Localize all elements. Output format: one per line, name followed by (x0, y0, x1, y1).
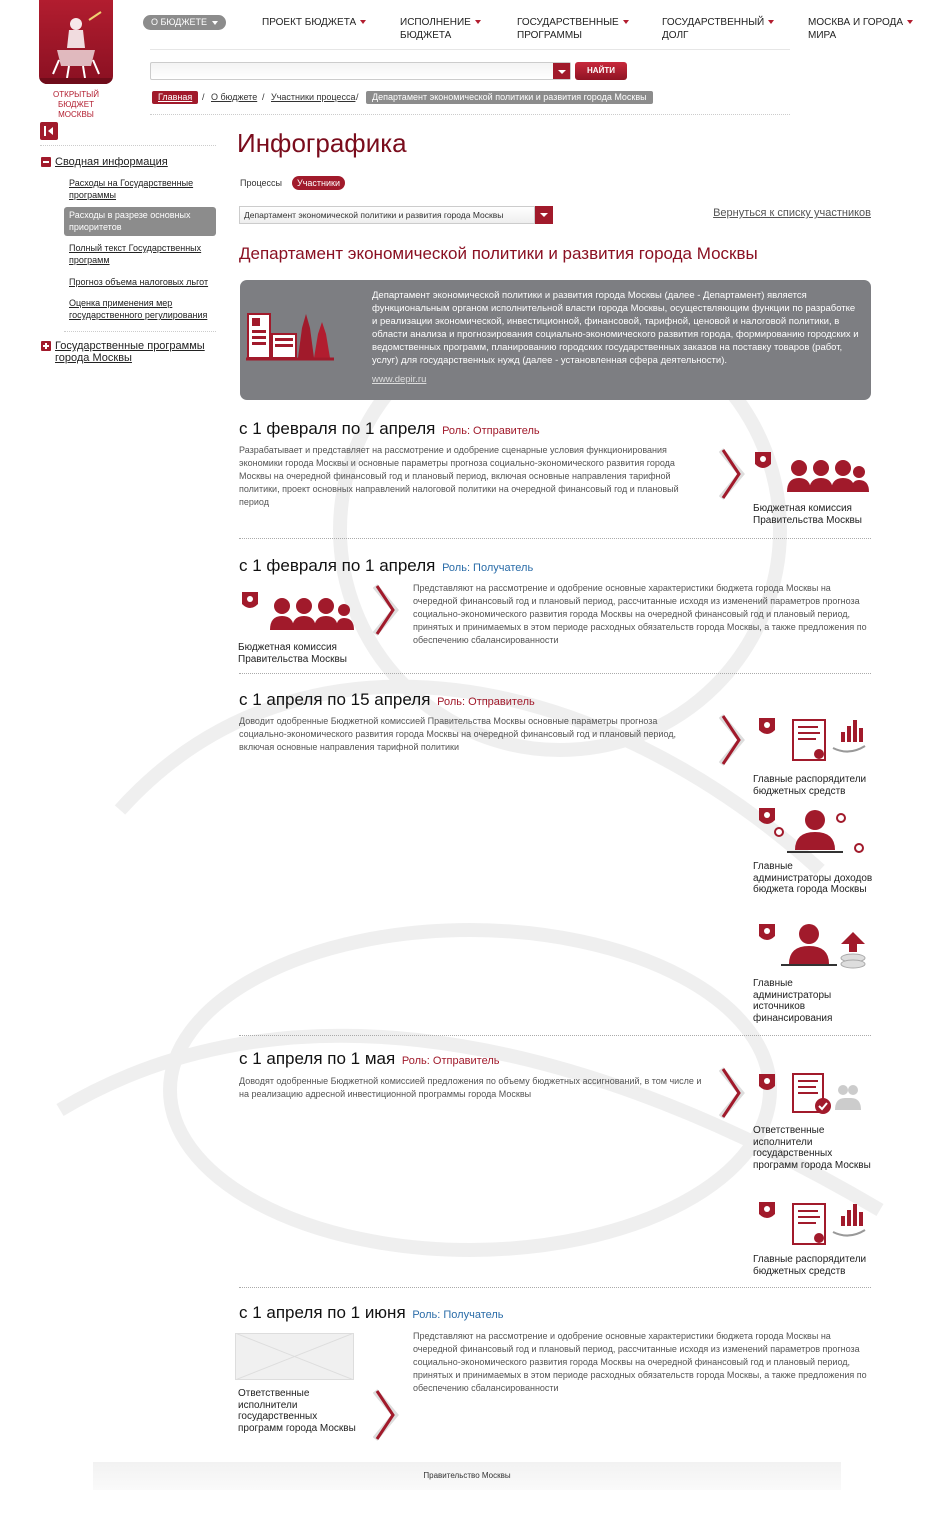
image-placeholder-icon (235, 1333, 354, 1380)
period-title: с 1 апреля по 1 мая Роль: Отправитель (239, 1049, 500, 1068)
about-budget-button[interactable]: О БЮДЖЕТЕ (143, 15, 226, 30)
department-title: Департамент экономической политики и развития города Москвы (239, 244, 758, 263)
section-divider (239, 1287, 871, 1288)
section-divider (239, 673, 871, 674)
search-input[interactable] (150, 62, 571, 80)
sidebar-section-state-programs[interactable]: Государственные программы города Москвы (55, 340, 205, 364)
footer-text[interactable]: Правительство Москвы (423, 1471, 511, 1480)
sidebar-item-tax-benefits[interactable]: Прогноз объема налоговых льгот (69, 277, 209, 287)
period-title: с 1 февраля по 1 апреля Роль: Получатель (239, 556, 534, 575)
department-select[interactable]: Департамент экономической политики и развития города Москвы (239, 206, 535, 224)
chevron-down-icon (360, 20, 366, 24)
back-to-participants-link[interactable]: Вернуться к списку участников (713, 207, 871, 219)
breadcrumb-separator: / (356, 92, 359, 102)
nav-item-state-debt[interactable]: ГОСУДАРСТВЕННЫЙ ДОЛГ (662, 16, 774, 42)
period-description: Доводит одобренные Бюджетной комиссией Правительства Москвы основные параметры прогноза социально-экономического развития города Москвы на очередной финансовый год и плановый период, включая основные направления тарифной политики (239, 716, 677, 752)
period-description: Доводят одобренные Бюджетной комиссией предложения по объему бюджетных ассигнований, в том числе и на реализацию адресной инвестиционной программы города Москвы (239, 1076, 702, 1099)
chevron-down-icon (907, 20, 913, 24)
actor-label: Ответственные исполнители государственных программ города Москвы (238, 1388, 356, 1434)
breadcrumb-about[interactable]: О бюджете (211, 92, 258, 102)
nav-divider (150, 49, 790, 50)
chevron-down-icon (212, 21, 218, 25)
role-label: Роль: Отправитель (401, 1055, 500, 1067)
expand-plus-icon[interactable] (41, 341, 51, 351)
period-description: Разрабатывает и представляет на рассмотрение и одобрение сценарные условия функционирования экономики города Москвы и основные параметры прогноза социально-экономического развития города Москвы на очередной финансовый год и плановый период, включая основные направления тарифной политики, проект основных направлений налоговой политики на очередной финансовый год и плановый период (239, 445, 679, 507)
logo-text: ОТКРЫТЫЙ БЮДЖЕТ МОСКВЫ (53, 90, 99, 119)
collapse-minus-icon[interactable] (41, 157, 51, 167)
role-label: Роль: Получатель (412, 1309, 504, 1321)
department-description: Департамент экономической политики и развития города Москвы (далее - Департамент) является функциональным органом исполнительной власти города Москвы, осуществляющим функции по разработке и реализации экономической, инвестиционной, финансовой, тарифной, ценовой и налоговой политики, в области анализа и прогнозирования социально-экономического развития города, формированию городских и ведомственных программ, планированию городских государственных заказов на поставку товаров (работ, услуг) для государственных нужд (далее - установленная сфера деятельности). (372, 290, 859, 366)
chevron-down-icon (475, 20, 481, 24)
chevron-right-icon (373, 1389, 399, 1441)
breadcrumb-divider (150, 114, 790, 115)
nav-item-budget-project[interactable]: ПРОЕКТ БЮДЖЕТА (262, 16, 366, 29)
period-title: с 1 февраля по 1 апреля Роль: Отправитель (239, 419, 540, 438)
city-buildings-icon (246, 306, 336, 366)
sidebar-item-priority-expenses[interactable]: Расходы в разрезе основных приоритетов (69, 210, 191, 232)
budget-managers-icon (757, 716, 869, 766)
period-title: с 1 апреля по 15 апреля Роль: Отправитель (239, 690, 535, 709)
department-select-toggle[interactable] (535, 206, 553, 224)
site-logo[interactable] (39, 0, 113, 120)
budget-commission-icon (753, 450, 871, 500)
sidebar-divider (40, 145, 216, 146)
actor-label: Бюджетная комиссия Правительства Москвы (238, 642, 347, 665)
tab-processes[interactable]: Процессы (240, 178, 283, 188)
sidebar-item-program-expenses[interactable]: Расходы на Государственные программы (69, 178, 194, 200)
period-description: Представляют на рассмотрение и одобрение основные характеристики бюджета города Москвы на очередной финансовый год и плановый период, рассчитанные исходя из изменений параметров прогноза социально-экономического развития города Москвы на очередной финансовый год и плановый период, принятых и принимаемых в этом периоде расходных обязательств города Москвы, а также предложения по обеспечению сбалансированности (413, 1331, 867, 1393)
page-title: Инфографика (237, 128, 407, 158)
nav-item-state-programs[interactable]: ГОСУДАРСТВЕННЫЕ ПРОГРАММЫ (517, 16, 629, 42)
chevron-down-icon (768, 20, 774, 24)
footer (93, 1462, 841, 1490)
sidebar-item-programs-full-text[interactable]: Полный текст Государственных программ (69, 243, 202, 265)
role-label: Роль: Отправитель (442, 425, 540, 437)
period-title: с 1 апреля по 1 июня Роль: Получатель (239, 1303, 504, 1322)
moscow-coat-of-arms-icon (39, 0, 113, 84)
financing-administrators-icon (757, 922, 869, 970)
section-divider (239, 1035, 871, 1036)
role-label: Роль: Отправитель (437, 696, 535, 708)
actor-label: Бюджетная комиссия Правительства Москвы (753, 503, 862, 526)
chevron-right-icon (719, 448, 745, 500)
budget-managers-icon (757, 1200, 869, 1250)
actor-label: Главные администраторы источников финансирования (753, 978, 833, 1024)
period-description: Представляют на рассмотрение и одобрение основные характеристики бюджета города Москвы на очередной финансовый год и плановый период, рассчитанные исходя из изменений параметров прогноза социально-экономического развития города Москвы на очередной финансовый год и плановый период, принятых и принимаемых в этом периоде расходных обязательств города Москвы, а также предложения по обеспечению сбалансированности (413, 583, 867, 645)
department-website-link[interactable]: www.depir.ru (372, 374, 427, 385)
actor-label: Главные администраторы доходов бюджета города Москвы (753, 861, 873, 895)
actor-label: Главные распорядители бюджетных средств (753, 1254, 867, 1277)
breadcrumb-separator: / (262, 92, 265, 102)
sidebar-item-regulation-assessment[interactable]: Оценка применения мер государственного регулирования (69, 298, 208, 320)
chevron-down-icon (623, 20, 629, 24)
chevron-right-icon (719, 1067, 745, 1119)
revenue-administrators-icon (757, 806, 869, 858)
actor-label: Главные распорядители бюджетных средств (753, 774, 867, 797)
budget-commission-icon (240, 590, 358, 636)
breadcrumb-participants[interactable]: Участники процесса (271, 92, 356, 102)
search-button[interactable]: НАЙТИ (575, 62, 627, 80)
breadcrumb-separator: / (202, 92, 205, 102)
nav-item-moscow-world[interactable]: МОСКВА И ГОРОДА МИРА (808, 16, 913, 42)
role-label: Роль: Получатель (442, 562, 534, 574)
chevron-right-icon (719, 714, 745, 766)
section-divider (239, 538, 871, 539)
sidebar-divider (64, 331, 216, 332)
chevron-right-icon (373, 584, 399, 636)
program-executors-icon (757, 1072, 869, 1122)
sidebar-section-summary[interactable]: Сводная информация (55, 156, 168, 168)
breadcrumb-current: Департамент экономической политики и развития города Москвы (366, 91, 653, 104)
collapse-sidebar-icon[interactable] (40, 122, 58, 140)
tab-participants[interactable]: Участники (292, 176, 345, 190)
search-dropdown-toggle[interactable] (553, 63, 570, 79)
nav-item-budget-execution[interactable]: ИСПОЛНЕНИЕ БЮДЖЕТА (400, 16, 481, 42)
actor-label: Ответственные исполнители государственных программ города Москвы (753, 1125, 871, 1171)
breadcrumb-home[interactable]: Главная (152, 91, 198, 104)
